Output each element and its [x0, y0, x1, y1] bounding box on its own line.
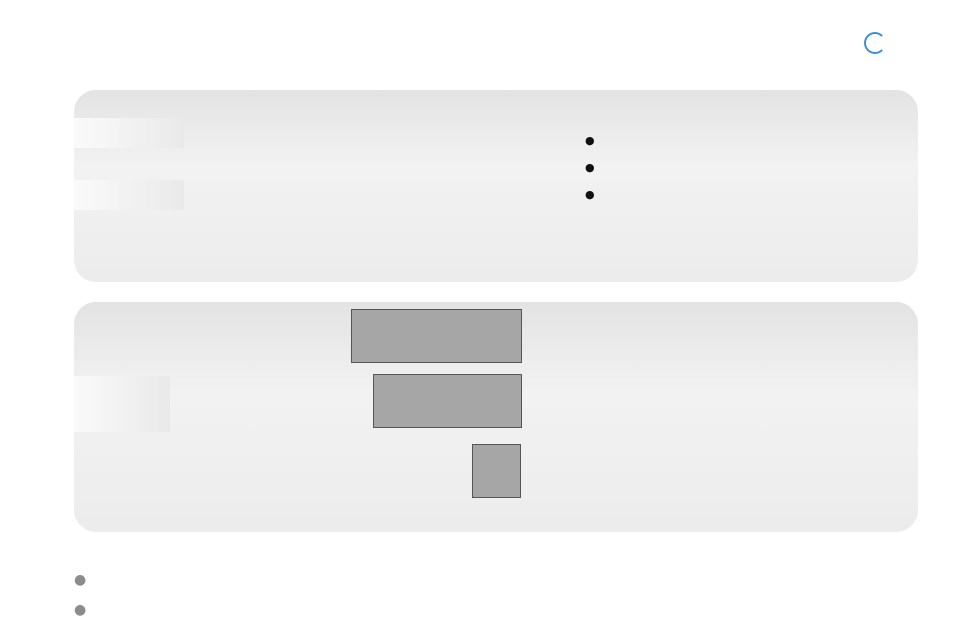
scope-bullet-item — [585, 185, 905, 204]
bullet-dot-icon: ● — [585, 134, 595, 147]
footer-bullet-dot-icon: ● — [74, 602, 87, 618]
future-iteration-block — [472, 444, 521, 498]
future-iteration-block — [351, 309, 522, 363]
cio-logo — [862, 30, 942, 60]
row-label-actual — [74, 180, 184, 210]
future-iteration-block — [373, 374, 522, 428]
scope-bullet-item — [585, 131, 905, 150]
footer-bullet-dot-icon: ● — [74, 572, 87, 588]
logo-ring-icon — [864, 32, 886, 54]
scope-bullet-item — [585, 158, 905, 177]
bullet-dot-icon: ● — [585, 188, 595, 201]
bullet-dot-icon: ● — [585, 161, 595, 174]
scope-bullets — [585, 131, 905, 204]
row-label-predicted — [74, 118, 184, 148]
row-label-iterative — [74, 376, 170, 432]
